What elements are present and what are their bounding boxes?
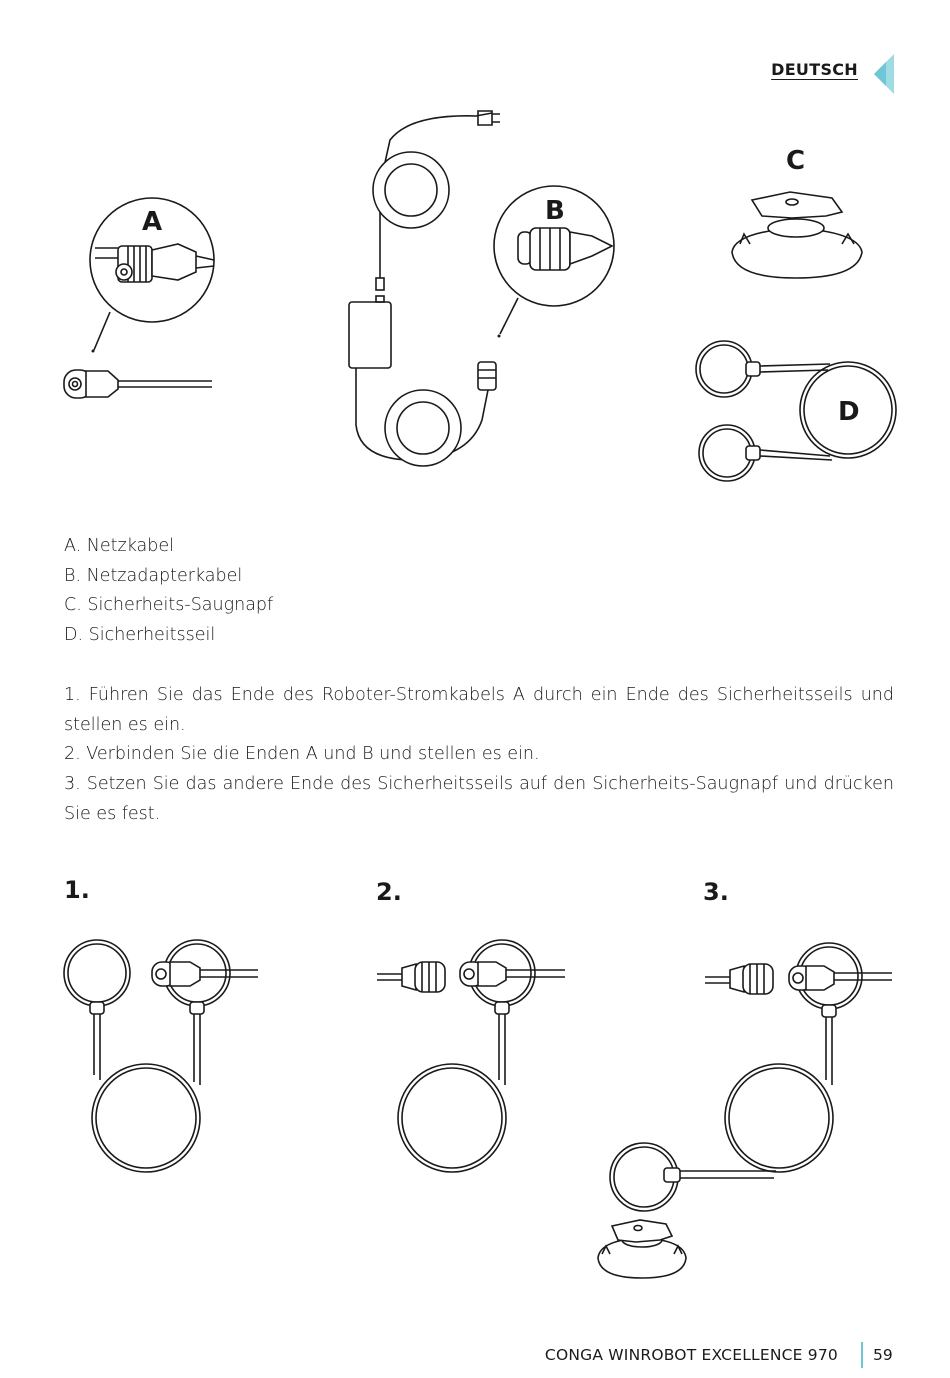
step-figure-number-1: 1. <box>64 876 90 904</box>
figure-label-b: B <box>545 196 565 226</box>
instruction-step: 3. Setzen Sie das andere Ende des Sicherheitsseils auf den Sicherheits-Saugnapf und drücken Sie es fest. <box>64 774 894 824</box>
figure-label-d: D <box>838 397 860 427</box>
step-3-figure <box>598 943 892 1278</box>
figure-label-c: C <box>786 146 806 176</box>
parts-list-item: A. Netzkabel <box>64 536 174 556</box>
parts-list-item: C. Sicherheits-Saugnapf <box>64 595 274 616</box>
step-1-figure <box>64 940 258 1172</box>
language-label: DEUTSCH <box>771 60 858 79</box>
components-illustration <box>0 100 950 500</box>
adapter-cable-b-figure <box>349 111 614 466</box>
footer-divider <box>861 1342 863 1368</box>
figure-label-a: A <box>142 207 163 237</box>
parts-list-item: D. Sicherheitsseil <box>64 625 216 646</box>
instruction-step: 1. Führen Sie das Ende des Roboter-Stromkabels A durch ein Ende des Sicherheitsseils und stellen es ein. <box>64 685 894 735</box>
safety-rope-d-figure <box>696 341 896 481</box>
step-figure-number-2: 2. <box>376 878 402 906</box>
instruction-step: 2. Verbinden Sie die Enden A und B und stellen es ein. <box>64 744 540 765</box>
steps-illustration <box>0 930 950 1290</box>
language-tab-icon <box>856 50 896 98</box>
parts-list <box>64 532 894 651</box>
suction-cup-c-figure <box>732 192 862 278</box>
footer-product-title: CONGA WINROBOT EXCELLENCE 970 <box>544 1346 838 1364</box>
step-figure-number-3: 3. <box>703 878 729 906</box>
power-cable-a-figure <box>64 198 214 398</box>
parts-list-item: B. Netzadapterkabel <box>64 565 243 586</box>
step-2-figure <box>377 940 565 1172</box>
instruction-steps <box>64 681 894 830</box>
page-number: 59 <box>873 1346 893 1364</box>
